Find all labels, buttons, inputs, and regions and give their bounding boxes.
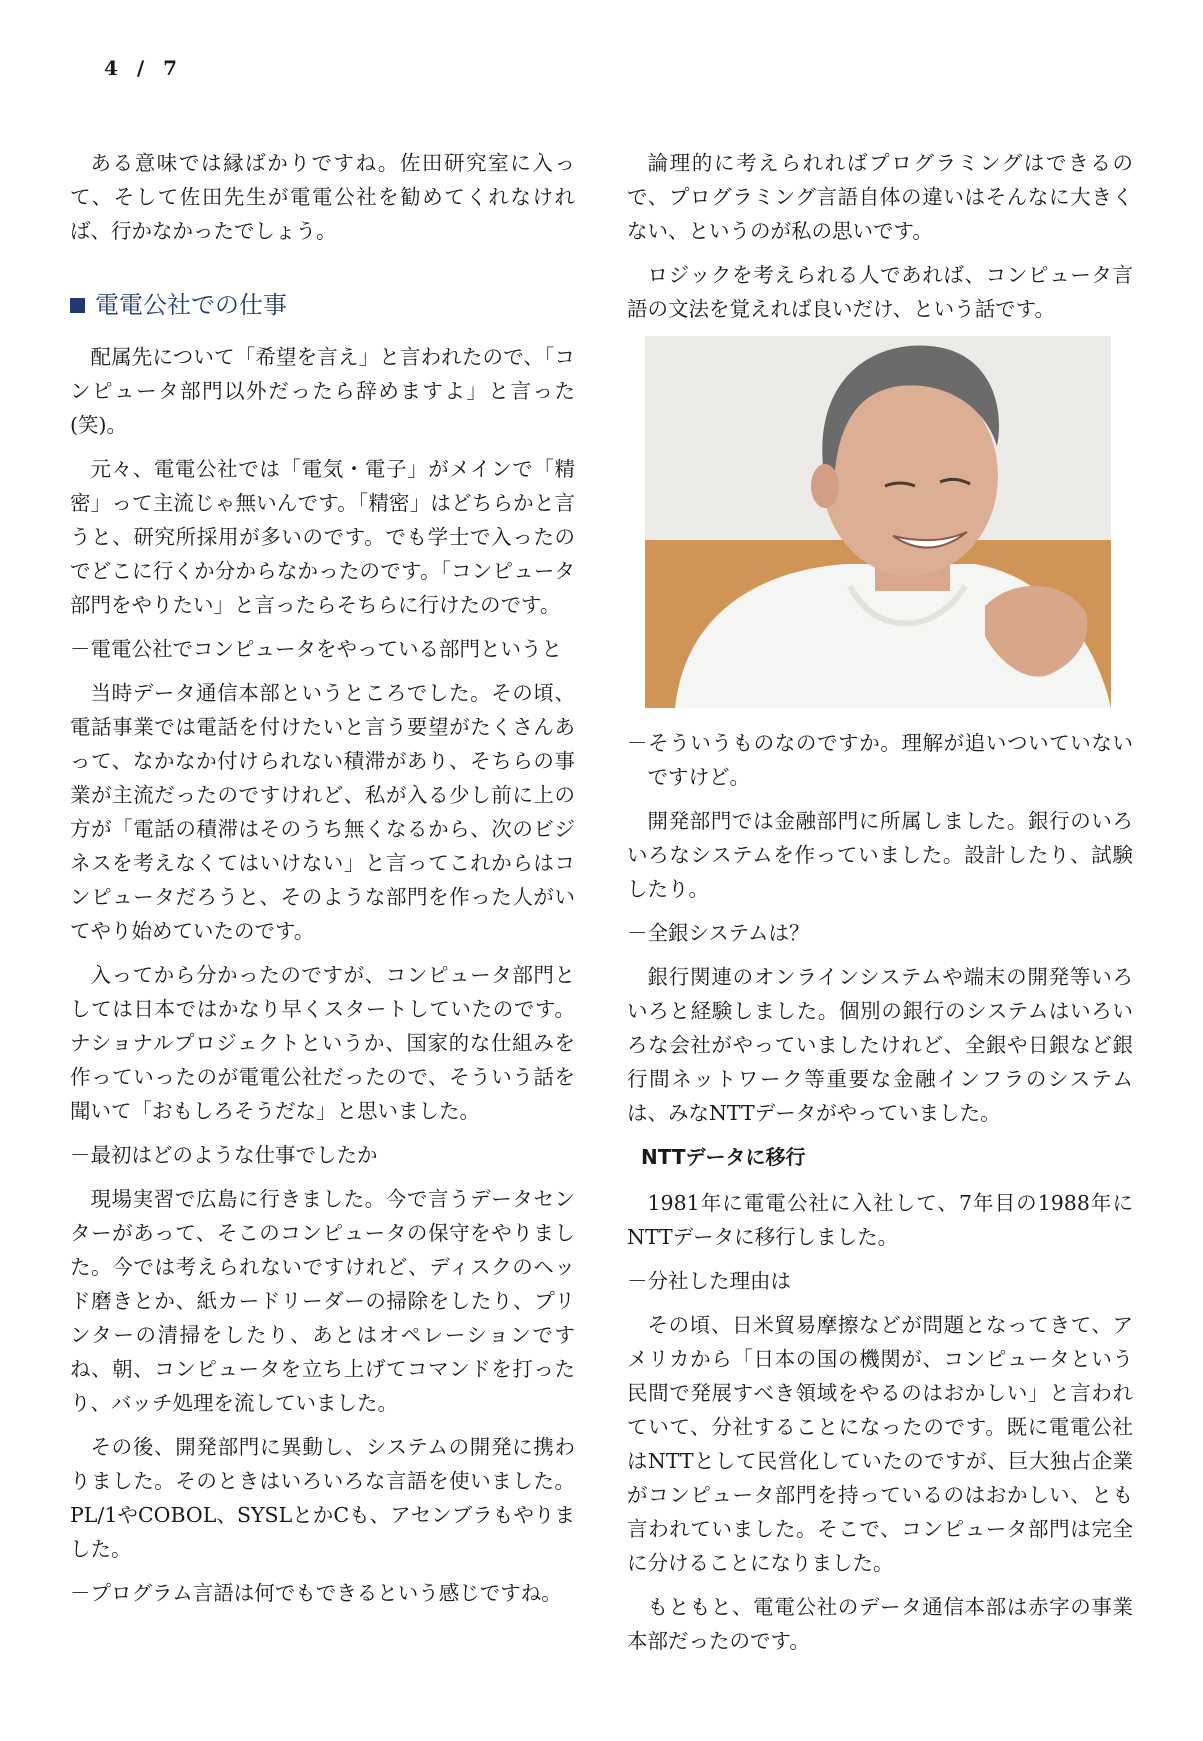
sub-heading: NTTデータに移行 (641, 1145, 806, 1169)
paragraph: 現場実習で広島に行きました。今で言うデータセンターがあって、そこのコンピュータの保守をやりました。今では考えられないですけれど、ディスクのヘッド磨きとか、紙カードリーダーの掃除をしたり、プリンターの清掃をしたり、あとはオペレーションですね、朝、コンピュータを立ち上げてコマンドを打ったり、バッチ処理を流していました。 (70, 1187, 575, 1415)
left-column (70, 146, 575, 1620)
paragraph: 開発部門では金融部門に所属しました。銀行のいろいろなシステムを作っていました。設計したり、試験したり。 (627, 809, 1133, 901)
portrait-photo-icon (645, 336, 1111, 708)
paragraph: 当時データ通信本部というところでした。その頃、電話事業では電話を付けたいと言う要望がたくさんあって、なかなか付けられない積滞があり、そちらの事業が主流だったのですけれど、私が入る少し前に上の方が「電話の積滞はそのうち無くなるから、次のビジネスを考えなくてはいけない」と言ってこれからはコンピュータだろうと、そのような部門を作った人がいてやり始めていたのです。 (70, 681, 575, 943)
intro-paragraph: ある意味では縁ばかりですね。佐田研究室に入って、そして佐田先生が電電公社を勧めてくれなければ、行かなかったでしょう。 (70, 151, 575, 243)
paragraph: その頃、日米貿易摩擦などが問題となってきて、アメリカから「日本の国の機関が、コンピュータという民間で発展すべき領域をやるのはおかしい」と言われていて、分社することになったのです。既に電電公社はNTTとして民営化していたのですが、巨大独占企業がコンピュータ部門を持っているのはおかしい、とも言われていました。そこで、コンピュータ部門は完全に分けることになりました。 (627, 1313, 1133, 1575)
paragraph: 銀行関連のオンラインシステムや端末の開発等いろいろと経験しました。個別の銀行のシステムはいろいろな会社がやっていましたけれど、全銀や日銀など銀行間ネットワーク等重要な金融インフラのシステムは、みなNTTデータがやっていました。 (627, 965, 1133, 1125)
interview-question: －電電公社でコンピュータをやっている部門というと (70, 637, 562, 661)
paragraph: その後、開発部門に異動し、システムの開発に携わりました。そのときはいろいろな言語を使いました。PL/1やCOBOL、SYSLとかCも、アセンブラもやりました。 (70, 1435, 575, 1561)
portrait-photo (645, 336, 1111, 708)
page-number: 4 / 7 (104, 56, 184, 80)
interview-question: －そういうものなのですか。理解が追いついていないですけど。 (627, 731, 1133, 789)
paragraph: 入ってから分かったのですが、コンピュータ部門としては日本ではかなり早くスタートしていたのです。ナショナルプロジェクトというか、国家的な仕組みを作っていったのが電電公社だったので、そういう話を聞いて「おもしろそうだな」と思いました。 (70, 963, 575, 1123)
square-bullet-icon (70, 298, 85, 313)
section-heading-text: 電電公社での仕事 (95, 291, 287, 319)
paragraph: 1981年に電電公社に入社して、7年目の1988年にNTTデータに移行しました。 (627, 1191, 1133, 1249)
paragraph: 論理的に考えられればプログラミングはできるので、プログラミング言語自体の違いはそんなに大きくない、というのが私の思いです。 (627, 151, 1133, 243)
interview-question: －プログラム言語は何でもできるという感じですね。 (70, 1581, 562, 1605)
paragraph: 元々、電電公社では「電気・電子」がメインで「精密」って主流じゃ無いんです。「精密」はどちらかと言うと、研究所採用が多いのです。でも学士で入ったのでどこに行くか分からなかったのです。「コンピュータ部門をやりたい」と言ったらそちらに行けたのです。 (70, 457, 575, 617)
interview-question: －最初はどのような仕事でしたか (70, 1143, 378, 1167)
interview-question: －分社した理由は (627, 1269, 791, 1293)
right-column (627, 146, 1133, 1668)
paragraph: ロジックを考えられる人であれば、コンピュータ言語の文法を覚えれば良いだけ、という話です。 (627, 263, 1133, 321)
section-heading (70, 288, 575, 322)
paragraph: 配属先について「希望を言え」と言われたので、「コンピュータ部門以外だったら辞めますよ」と言った(笑)。 (70, 345, 575, 437)
paragraph: もともと、電電公社のデータ通信本部は赤字の事業本部だったのです。 (627, 1595, 1133, 1653)
interview-question: －全銀システムは？ (627, 921, 810, 945)
